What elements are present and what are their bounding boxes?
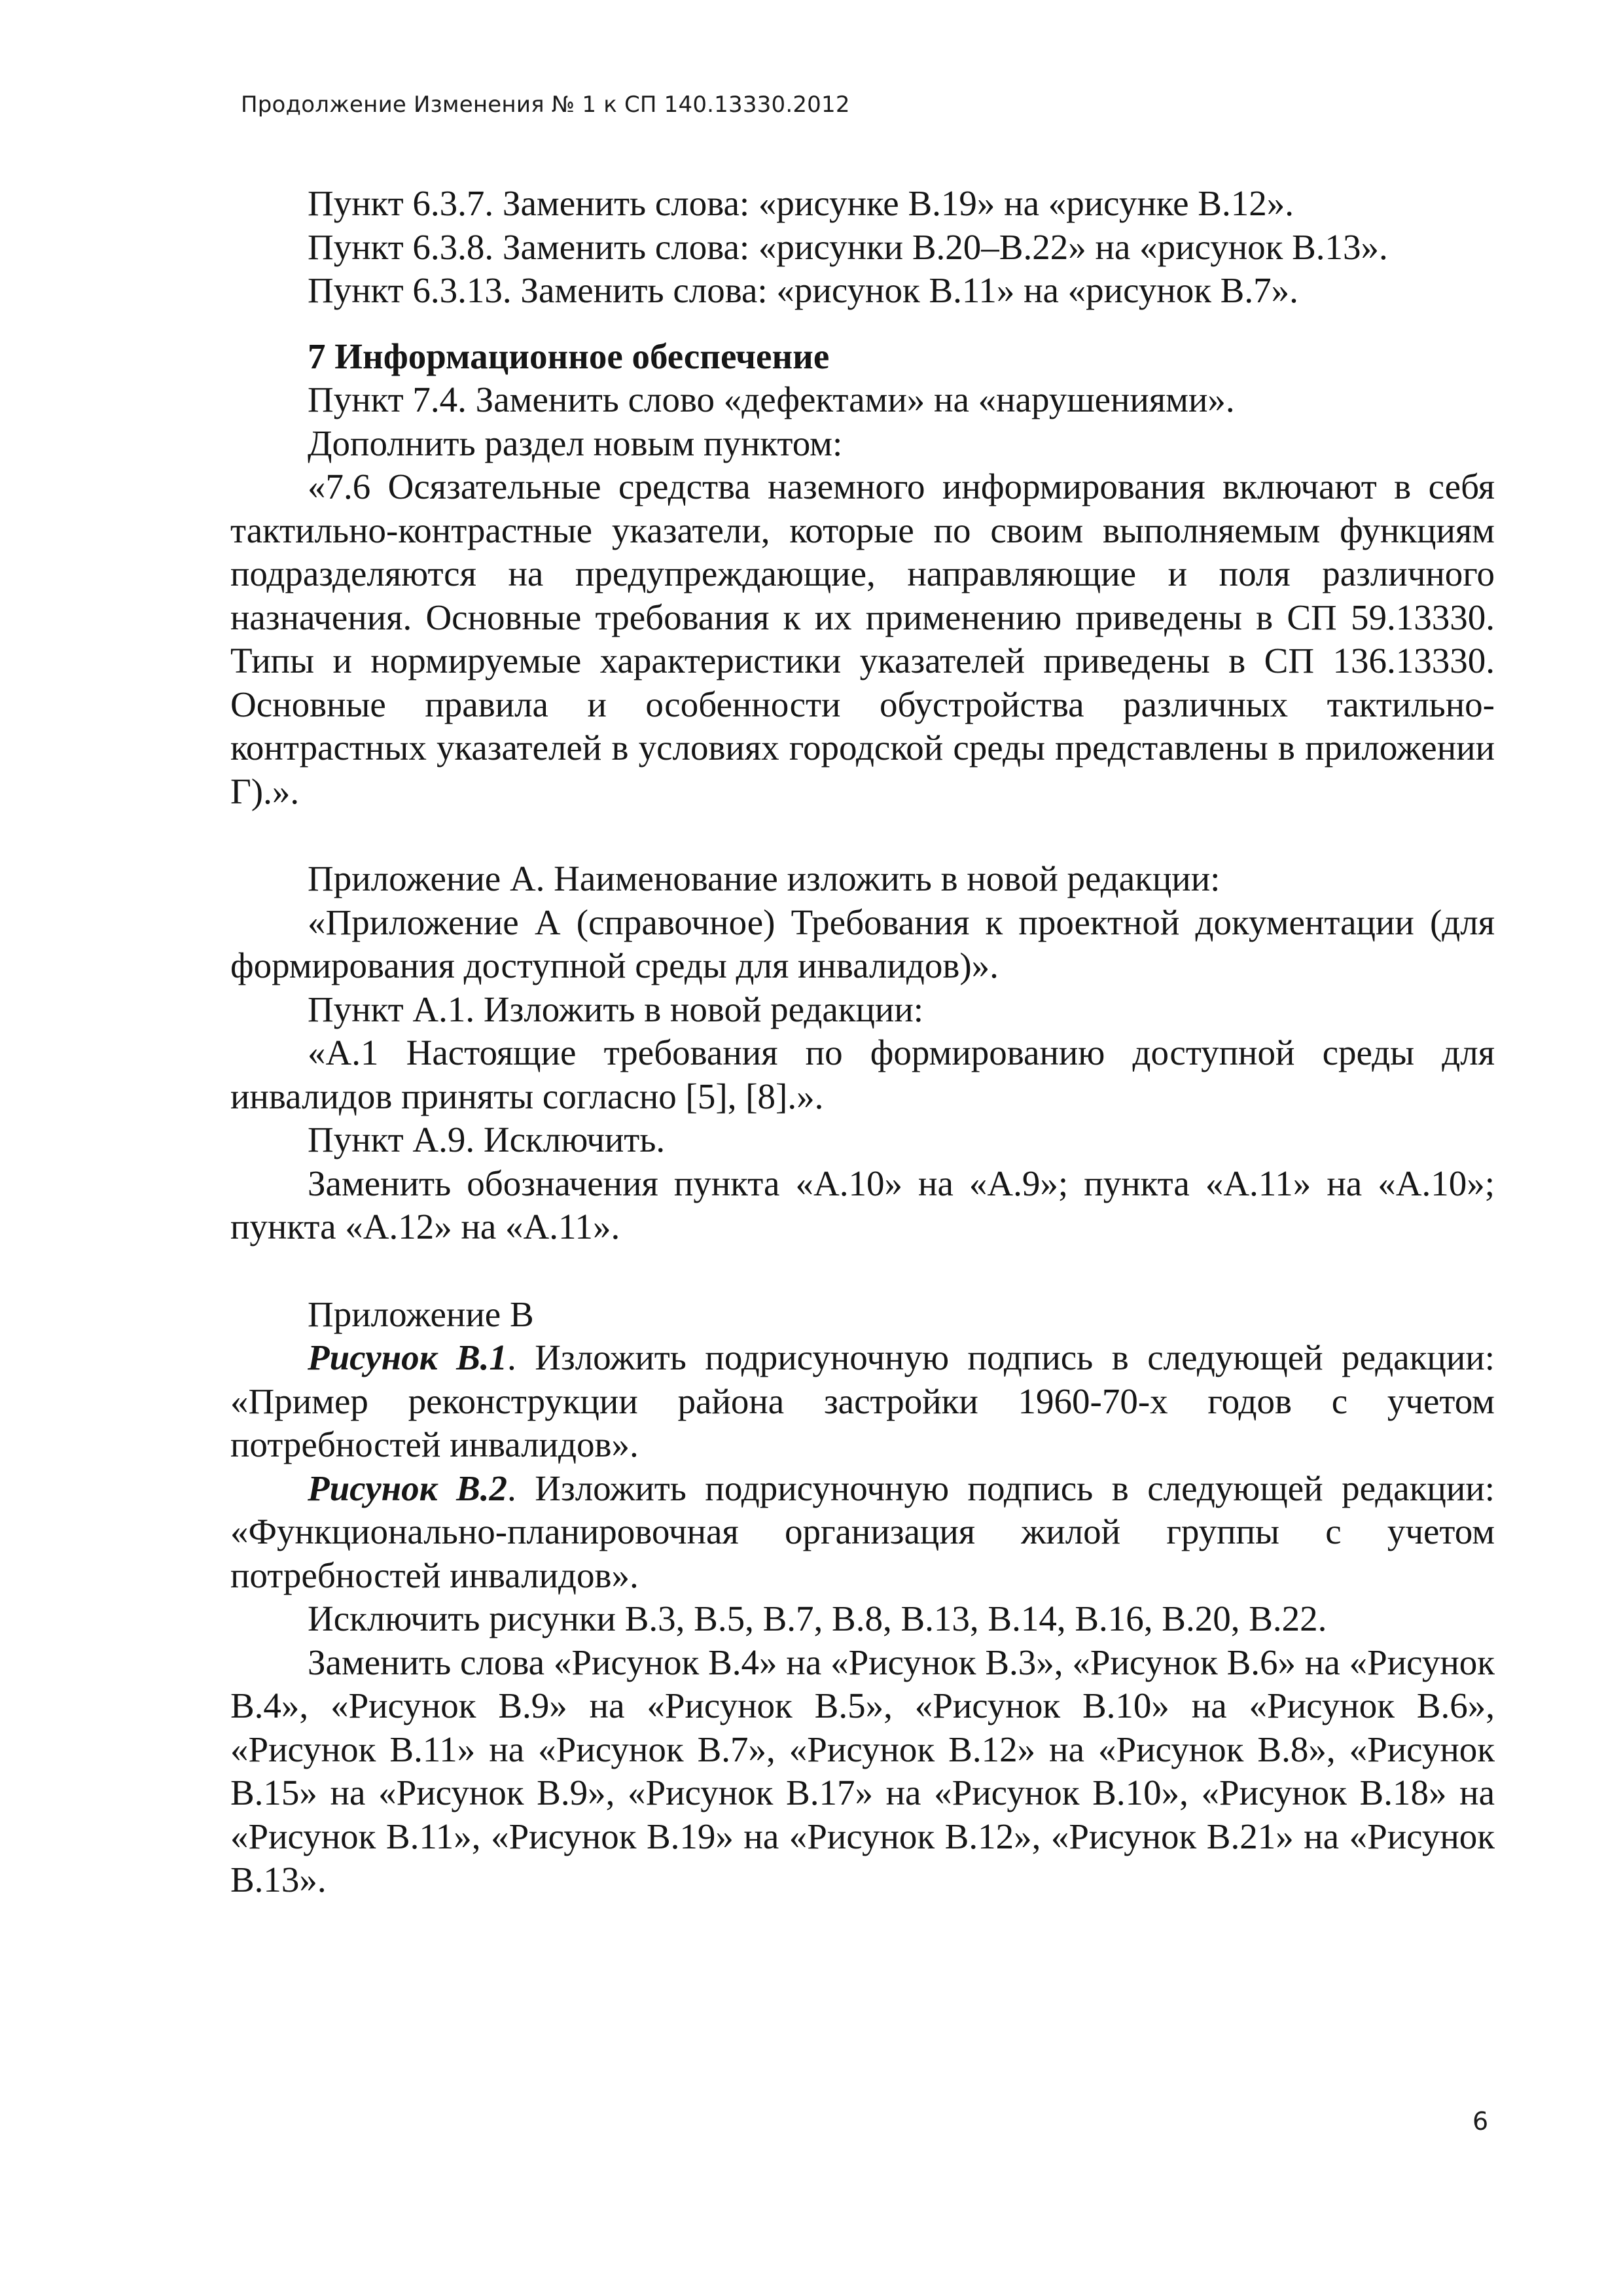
spacer — [230, 313, 1495, 335]
paragraph-7-6: «7.6 Осязательные средства наземного информирования включают в себя тактильно-контрастные указатели, которые по своим выполняемым функциям подразделяются на предупреждающие, направляющие и поля различного назначения. Основные требования к их применению приведены в СП 59.13330. Типы и нормируемые характеристики указателей приведены в СП 136.13330. Основные правила и особенности обустройства различных тактильно-контрастных указателей в условиях городской среды представлены в приложении Г).». — [230, 467, 1495, 811]
paragraph-a-1: Пункт А.1. Изложить в новой редакции: — [308, 989, 924, 1029]
paragraph-exclude-figures: Исключить рисунки В.3, В.5, В.7, В.8, В.13, В.14, В.16, В.20, В.22. — [308, 1598, 1327, 1638]
section-heading-7: 7 Информационное обеспечение — [308, 336, 830, 376]
paragraph-a-9: Пункт А.9. Исключить. — [308, 1120, 666, 1159]
paragraph-add-point: Дополнить раздел новым пунктом: — [308, 423, 843, 463]
running-header: Продолжение Изменения № 1 к СП 140.13330.2012 — [241, 92, 850, 118]
paragraph-replace-figures: Заменить слова «Рисунок В.4» на «Рисунок В.3», «Рисунок В.6» на «Рисунок В.4», «Рисунок В.9» на «Рисунок В.5», «Рисунок В.10» на «Рисунок В.6», «Рисунок В.11» на «Рисунок В.7», «Рисунок В.12» на «Рисунок В.8», «Рисунок В.15» на «Рисунок В.9», «Рисунок В.17» на «Рисунок В.10», «Рисунок В.18» на «Рисунок В.11», «Рисунок В.19» на «Рисунок В.12», «Рисунок В.21» на «Рисунок В.13». — [230, 1642, 1495, 1899]
paragraph-appendix-a-new-title: «Приложение А (справочное) Требования к проектной документации (для формирования доступной среды для инвалидов)». — [230, 902, 1495, 985]
paragraph-figure-b2 — [230, 1467, 1495, 1598]
figure-b2-text: . Изложить подрисуночную подпись в следующей редакции: «Функционально-планировочная организация жилой группы с учетом потребностей инвалидов». — [230, 1468, 1495, 1595]
paragraph-6-3-8: Пункт 6.3.8. Заменить слова: «рисунки В.20–В.22» на «рисунок В.13». — [308, 226, 1388, 267]
paragraph-7-4: Пункт 7.4. Заменить слово «дефектами» на «нарушениями». — [308, 380, 1235, 419]
page-number: 6 — [1472, 2107, 1489, 2136]
paragraph-appendix-a-title: Приложение А. Наименование изложить в новой редакции: — [308, 858, 1221, 898]
paragraph-a-renumber: Заменить обозначения пункта «А.10» на «А.9»; пункта «А.11» на «А.10»; пункта «А.12» на «А.11». — [230, 1163, 1495, 1246]
paragraph-a-1-text: «А.1 Настоящие требования по формированию доступной среды для инвалидов приняты согласно [5], [8].». — [230, 1033, 1495, 1116]
paragraph-6-3-13: Пункт 6.3.13. Заменить слова: «рисунок В.11» на «рисунок В.7». — [308, 270, 1298, 310]
appendix-b-title: Приложение В — [308, 1294, 534, 1334]
document-body — [230, 182, 1495, 1902]
spacer — [230, 1249, 1495, 1293]
spacer — [230, 813, 1495, 857]
paragraph-figure-b1 — [230, 1336, 1495, 1467]
figure-b1-label: Рисунок В.1 — [308, 1337, 508, 1377]
paragraph-6-3-7: Пункт 6.3.7. Заменить слова: «рисунке В.19» на «рисунке В.12». — [308, 183, 1294, 223]
figure-b1-text: . Изложить подрисуночную подпись в следующей редакции: «Пример реконструкции района застройки 1960-70-х годов с учетом потребностей инвалидов». — [230, 1337, 1495, 1464]
figure-b2-label: Рисунок В.2 — [308, 1468, 508, 1508]
